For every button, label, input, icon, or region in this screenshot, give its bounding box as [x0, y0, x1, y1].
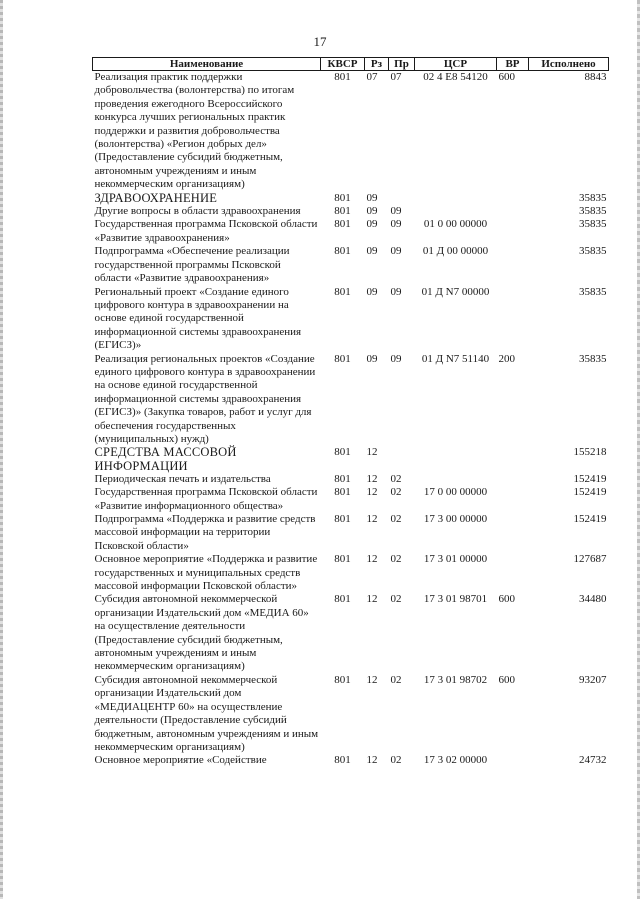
row-rz: 09 — [366, 245, 378, 258]
row-vr — [497, 513, 529, 553]
row-vr: 600 — [498, 593, 515, 606]
row-pr: 09 — [390, 352, 402, 365]
row-rz: 07 — [366, 71, 378, 83]
row-name: Основное мероприятие «Содействие — [94, 754, 267, 767]
row-pr: 02 — [390, 754, 402, 767]
row-pr: 02 — [390, 513, 402, 525]
row-csr: 01 Д N7 51140 — [421, 352, 490, 365]
row-csr: 17 0 00 00000 — [423, 486, 488, 499]
row-name: Периодическая печать и издательства — [94, 472, 271, 485]
row-ispol: 24732 — [579, 754, 607, 767]
row-ispol: 34480 — [579, 593, 607, 606]
row-rz: 09 — [366, 191, 378, 204]
row-csr — [415, 446, 497, 472]
row-kvsr: 801 — [334, 486, 351, 499]
row-kvsr: 801 — [334, 205, 351, 218]
row-ispol: 8843 — [584, 71, 607, 83]
row-vr — [497, 245, 529, 285]
row-kvsr: 801 — [334, 472, 351, 485]
row-rz: 12 — [366, 553, 378, 566]
row-csr: 17 3 01 98701 — [423, 593, 488, 606]
row-name: Основное мероприятие «Поддержка и развитие государственных и муниципальных средств массовой информации Псковской области» — [94, 553, 318, 593]
row-name: Другие вопросы в области здравоохранения — [94, 205, 301, 218]
row-rz: 12 — [366, 486, 378, 499]
table-row — [93, 205, 609, 218]
table-row — [93, 218, 609, 245]
row-name: Подпрограмма «Поддержка и развитие средств массовой информации на территории Псковской области» — [94, 513, 316, 552]
row-ispol: 152419 — [573, 486, 607, 499]
row-vr — [497, 192, 529, 205]
row-name: Государственная программа Псковской области «Развитие информационного общества» — [94, 486, 318, 512]
table-row — [93, 192, 609, 205]
row-kvsr: 801 — [334, 513, 351, 525]
table-row — [93, 593, 609, 673]
row-ispol: 152419 — [573, 472, 607, 485]
row-rz: 12 — [366, 593, 378, 606]
row-csr: 17 3 00 00000 — [423, 513, 488, 525]
row-name: ЗДРАВООХРАНЕНИЕ — [94, 190, 218, 205]
row-kvsr: 801 — [334, 593, 351, 606]
row-pr: 09 — [390, 285, 402, 298]
row-csr: 01 0 00 00000 — [423, 218, 488, 231]
row-csr: 17 3 01 98702 — [423, 673, 488, 686]
row-csr — [415, 205, 497, 218]
row-csr — [415, 473, 497, 486]
row-vr: 200 — [498, 352, 515, 365]
row-vr: 600 — [498, 71, 515, 83]
row-vr — [497, 218, 529, 245]
row-kvsr: 801 — [334, 352, 351, 365]
row-vr — [497, 446, 529, 472]
row-csr — [415, 192, 497, 205]
row-pr: 09 — [390, 218, 402, 231]
table-row — [93, 446, 609, 472]
budget-table — [92, 57, 609, 768]
table-row — [93, 71, 609, 192]
scan-edge-left — [0, 0, 3, 899]
row-rz: 12 — [366, 673, 378, 686]
row-rz: 12 — [366, 513, 378, 525]
row-ispol: 35835 — [579, 218, 607, 231]
row-pr: 02 — [390, 553, 402, 566]
row-name: Реализация практик поддержки добровольчества (волонтерства) по итогам проведения ежегодного Всероссийского конкурса лучших региональных практик поддержки и развития добровольчества (волонтерства) «Регион добрых дел» (Предоставление субсидий бюджетным, автономным учреждениям и иным некоммерческим организациям) — [94, 71, 295, 191]
row-name: Государственная программа Псковской области «Развитие здравоохранения» — [94, 218, 318, 244]
row-kvsr: 801 — [334, 553, 351, 566]
row-pr: 07 — [390, 71, 402, 83]
header-name: Наименование — [93, 58, 321, 71]
row-csr: 01 Д 00 00000 — [422, 245, 489, 258]
table-row — [93, 473, 609, 486]
row-vr: 600 — [498, 673, 515, 686]
row-csr: 17 3 02 00000 — [423, 754, 488, 767]
row-ispol: 35835 — [579, 352, 607, 365]
table-row — [93, 353, 609, 447]
row-pr: 09 — [390, 205, 402, 218]
table-row — [93, 486, 609, 513]
row-name: Подпрограмма «Обеспечение реализации государственной программы Псковской области «Развитие здравоохранения» — [94, 245, 290, 285]
row-vr — [497, 205, 529, 218]
row-ispol: 152419 — [573, 513, 607, 525]
header-ispol: Исполнено — [529, 58, 609, 71]
row-vr — [497, 486, 529, 513]
row-ispol: 93207 — [579, 673, 607, 686]
row-kvsr: 801 — [334, 285, 351, 298]
row-kvsr: 801 — [334, 754, 351, 767]
page-number: 17 — [313, 34, 327, 49]
table-row — [93, 754, 609, 767]
row-name: Субсидия автономной некоммерческой организации Издательский дом «МЕДИАЦЕНТР 60» на осуществление деятельности (Предоставление субсидий бюджетным, автономным учреждениям и иным некоммерческим организациям) — [94, 673, 319, 753]
table-row — [93, 245, 609, 285]
row-name: Региональный проект «Создание единого цифрового контура в здравоохранении на основе единой государственной информационной системы здравоохранения (ЕГИСЗ)» — [94, 285, 302, 352]
row-rz: 12 — [366, 446, 378, 459]
row-rz: 09 — [366, 205, 378, 218]
row-name: Реализация региональных проектов «Создание единого цифрового контура в здравоохранении на основе единой государственной информационной системы здравоохранения (ЕГИСЗ)» (Закупка товаров, работ и услуг для обеспечения государственных (муниципальных) нужд) — [94, 352, 316, 445]
table-row — [93, 286, 609, 353]
row-vr — [497, 286, 529, 353]
row-vr — [497, 553, 529, 593]
row-rz: 09 — [366, 285, 378, 298]
row-ispol: 35835 — [579, 205, 607, 218]
row-ispol: 35835 — [579, 285, 607, 298]
row-name: СРЕДСТВА МАССОВОЙ ИНФОРМАЦИИ — [94, 445, 237, 473]
row-csr: 02 4 E8 54120 — [423, 71, 488, 83]
table-row — [93, 674, 609, 754]
row-kvsr: 801 — [334, 673, 351, 686]
row-vr — [497, 473, 529, 486]
row-rz: 09 — [366, 218, 378, 231]
row-pr: 02 — [390, 673, 402, 686]
table-body — [93, 71, 609, 768]
row-ispol: 155218 — [573, 446, 607, 459]
row-ispol: 35835 — [579, 245, 607, 258]
row-ispol: 35835 — [579, 191, 607, 204]
row-rz: 09 — [366, 352, 378, 365]
row-rz: 12 — [366, 472, 378, 485]
row-pr: 02 — [390, 593, 402, 606]
row-kvsr: 801 — [334, 218, 351, 231]
header-vr: ВР — [497, 58, 529, 71]
header-pr: Пр — [389, 58, 415, 71]
table-row — [93, 553, 609, 593]
table-row — [93, 513, 609, 553]
row-ispol: 127687 — [573, 553, 607, 566]
row-kvsr: 801 — [334, 191, 351, 204]
row-pr: 09 — [390, 245, 402, 258]
row-kvsr: 801 — [334, 71, 351, 83]
row-vr — [497, 754, 529, 767]
header-kvsr: КВСР — [321, 58, 365, 71]
row-csr: 17 3 01 00000 — [423, 553, 488, 566]
row-pr: 02 — [390, 472, 402, 485]
row-pr — [389, 192, 415, 205]
row-pr: 02 — [390, 486, 402, 499]
header-rz: Рз — [365, 58, 389, 71]
table-header — [93, 58, 609, 71]
header-csr: ЦСР — [415, 58, 497, 71]
row-name: Субсидия автономной некоммерческой организации Издательский дом «МЕДИА 60» на осуществление деятельности (Предоставление субсидий бюджетным, автономным учреждениям и иным некоммерческим организациям) — [94, 593, 309, 673]
row-kvsr: 801 — [334, 446, 351, 459]
row-pr — [389, 446, 415, 472]
row-csr: 01 Д N7 00000 — [421, 285, 490, 298]
row-rz: 12 — [366, 754, 378, 767]
row-kvsr: 801 — [334, 245, 351, 258]
